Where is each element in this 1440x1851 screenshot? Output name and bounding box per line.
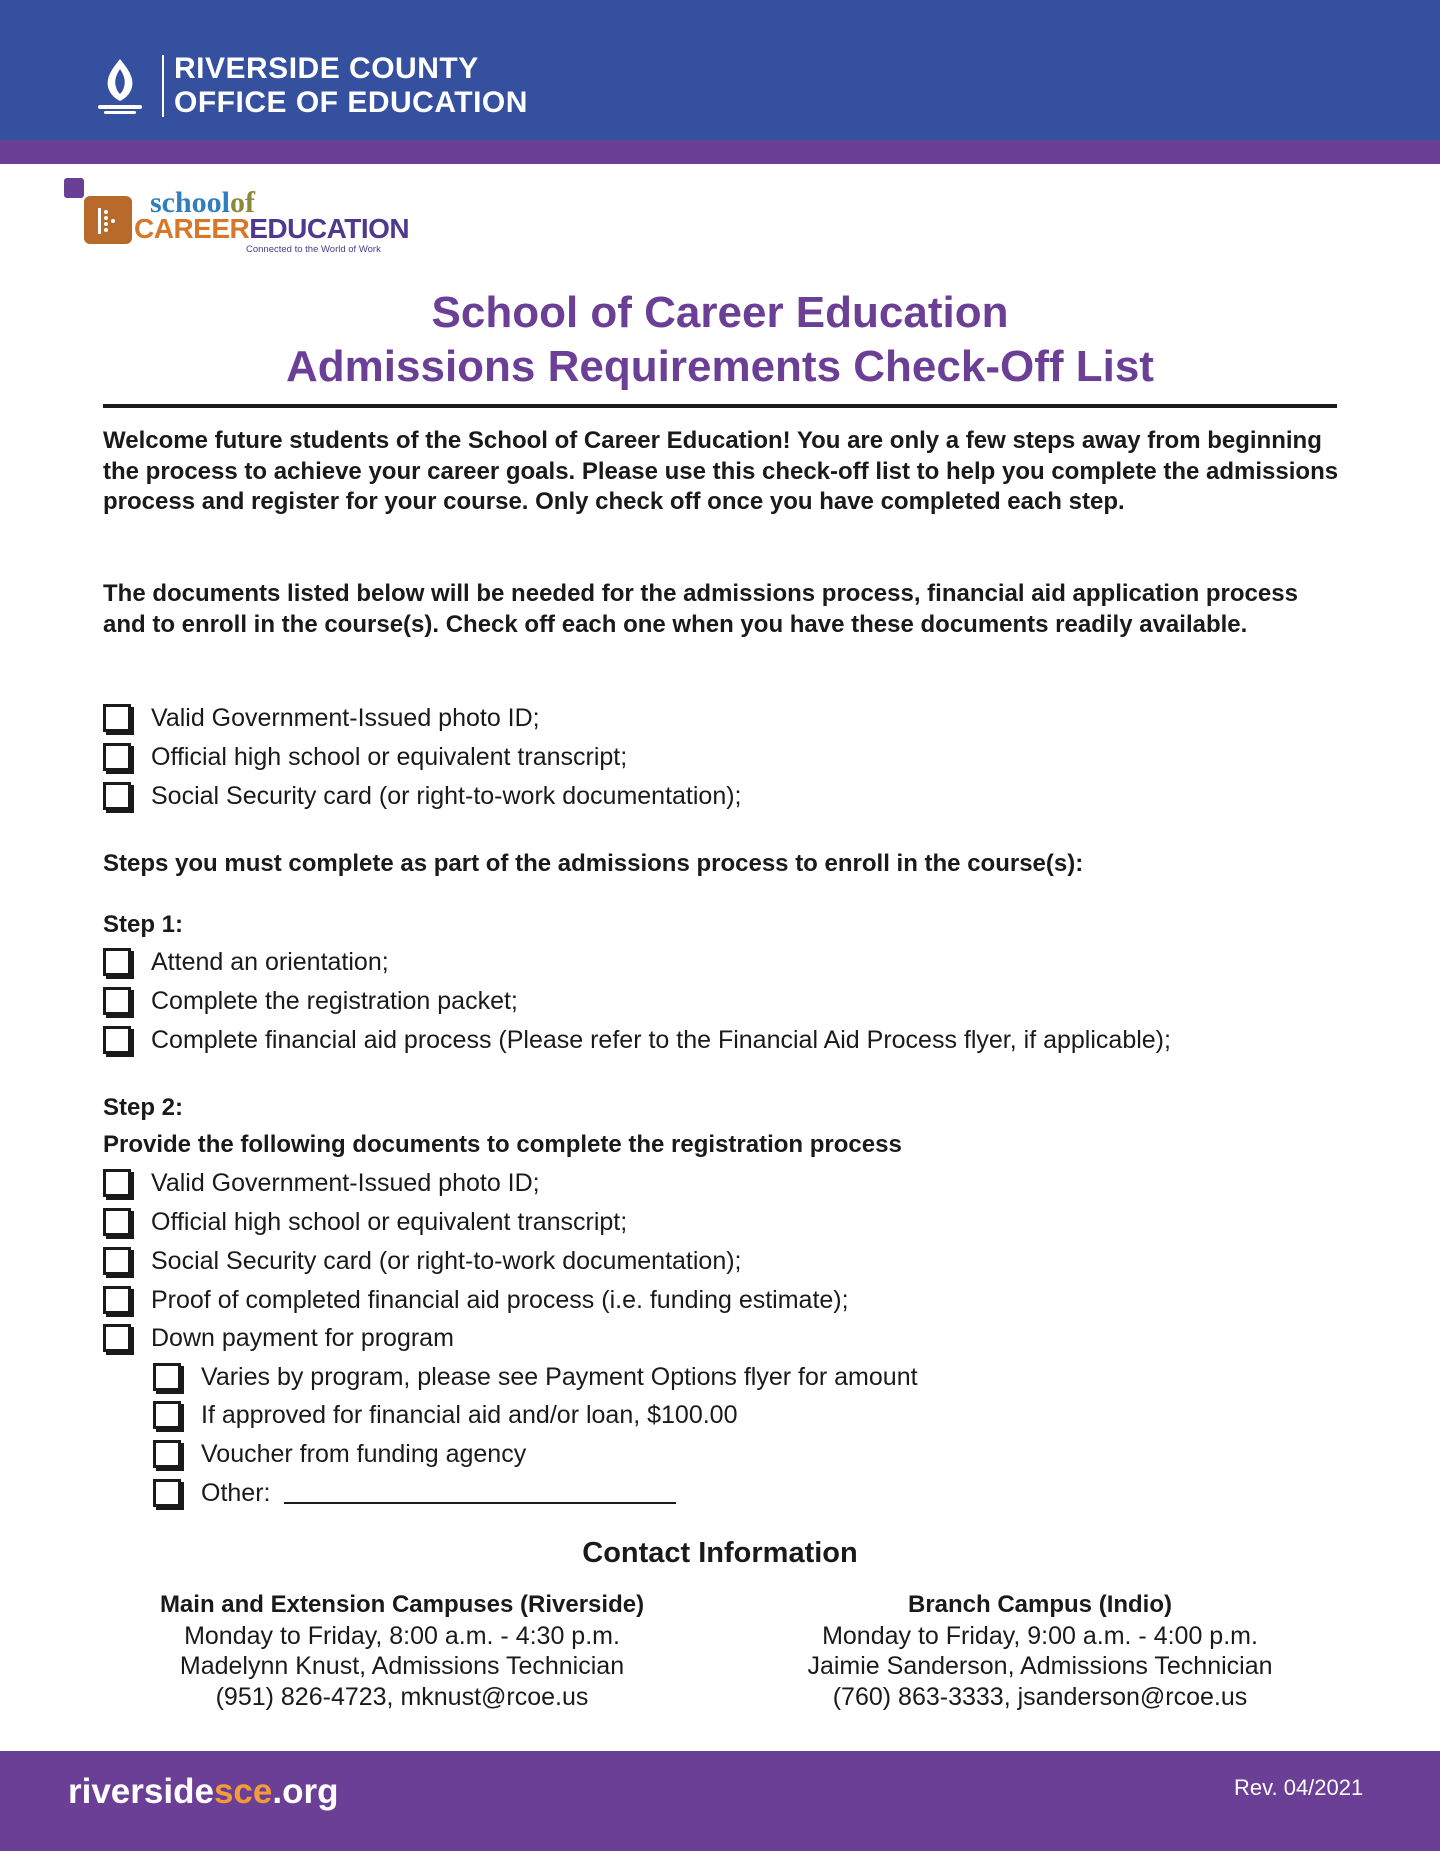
campus-hours: Monday to Friday, 9:00 a.m. - 4:00 p.m. <box>822 1621 1258 1650</box>
document-checklist-item: Valid Government-Issued photo ID; <box>103 703 540 733</box>
checkbox[interactable] <box>103 1026 131 1054</box>
checkbox[interactable] <box>103 782 131 810</box>
logo-school-text: schoolof <box>150 186 256 219</box>
header-stripe <box>0 140 1440 164</box>
rcoe-logo <box>92 52 528 120</box>
campus-hours: Monday to Friday, 8:00 a.m. - 4:30 p.m. <box>184 1621 620 1650</box>
contact-title: Contact Information <box>582 1537 858 1569</box>
step2-checklist-item: Down payment for program <box>103 1323 454 1353</box>
intro-paragraph: Welcome future students of the School of Career Education! You are only a few steps away from beginning the process to achieve your career goals. Please use this check-off list to help you complete the admissions process and register for your course. Only check off once you have completed each step. <box>103 427 1339 515</box>
logo-square-small <box>64 178 84 198</box>
payment-option-other: Other: <box>153 1478 676 1508</box>
payment-option-item: Voucher from funding agency <box>153 1439 526 1469</box>
logo-tagline: Connected to the World of Work <box>246 244 381 255</box>
other-fill-in-line[interactable] <box>284 1502 676 1504</box>
documents-paragraph: The documents listed below will be needed for the admissions process, financial aid application process and to enroll in the course(s). Check off each one when you have these documents readily available. <box>103 580 1298 638</box>
checkbox[interactable] <box>103 1324 131 1352</box>
campus-name: Main and Extension Campuses (Riverside) <box>159 1591 645 1618</box>
checkbox[interactable] <box>153 1401 181 1429</box>
school-of-career-education-logo <box>64 176 424 256</box>
logo-career-education-text: CAREEREDUCATION <box>134 213 410 244</box>
title-divider <box>103 404 1337 408</box>
step2-label: Step 2: <box>103 1094 184 1121</box>
checkbox[interactable] <box>103 704 131 732</box>
main-campus-contact <box>92 1590 712 1712</box>
torch-icon <box>92 55 148 117</box>
step2-checklist-item: Social Security card (or right-to-work documentation); <box>103 1246 742 1276</box>
step1-checklist-item: Attend an orientation; <box>103 947 389 977</box>
campus-contact-person: Jaimie Sanderson, Admissions Technician <box>807 1652 1273 1680</box>
step2-checklist-item: Proof of completed financial aid process (i.e. funding estimate); <box>103 1285 849 1315</box>
document-checklist-item: Official high school or equivalent transcript; <box>103 742 627 772</box>
step1-checklist-item: Complete financial aid process (Please refer to the Financial Aid Process flyer, if applicable); <box>103 1025 1171 1055</box>
logo-divider <box>162 55 164 117</box>
payment-option-item: If approved for financial aid and/or loan, $100.00 <box>153 1400 738 1430</box>
payment-option-item: Varies by program, please see Payment Options flyer for amount <box>153 1362 918 1392</box>
page-title-line1: School of Career Education <box>431 288 1009 337</box>
website-link[interactable]: riversidesce.org <box>68 1772 339 1811</box>
page-title-line2: Admissions Requirements Check-Off List <box>286 342 1154 391</box>
checkbox[interactable] <box>103 1286 131 1314</box>
step2-checklist-item: Valid Government-Issued photo ID; <box>103 1168 540 1198</box>
steps-heading: Steps you must complete as part of the admissions process to enroll in the course(s): <box>103 850 1084 877</box>
step1-checklist-item: Complete the registration packet; <box>103 986 518 1016</box>
campus-name: Branch Campus (Indio) <box>907 1591 1172 1618</box>
revision-date: Rev. 04/2021 <box>1234 1775 1364 1800</box>
dots-icon <box>96 206 120 236</box>
step2-subheading: Provide the following documents to complete the registration process <box>103 1131 902 1158</box>
checkbox[interactable] <box>153 1363 181 1391</box>
checkbox[interactable] <box>103 1169 131 1197</box>
checkbox[interactable] <box>103 948 131 976</box>
step1-label: Step 1: <box>103 911 184 938</box>
campus-phone-email: (951) 826-4723, mknust@rcoe.us <box>215 1682 589 1711</box>
campus-phone-email: (760) 863-3333, jsanderson@rcoe.us <box>832 1682 1248 1711</box>
org-name: RIVERSIDE COUNTY OFFICE OF EDUCATION <box>174 52 528 119</box>
checkbox[interactable] <box>103 1208 131 1236</box>
document-checklist-item: Social Security card (or right-to-work documentation); <box>103 781 742 811</box>
checkbox[interactable] <box>103 743 131 771</box>
checkbox[interactable] <box>103 987 131 1015</box>
campus-contact-person: Madelynn Knust, Admissions Technician <box>179 1652 625 1680</box>
step2-checklist-item: Official high school or equivalent transcript; <box>103 1207 627 1237</box>
checkbox[interactable] <box>103 1247 131 1275</box>
checkbox[interactable] <box>153 1440 181 1468</box>
branch-campus-contact <box>730 1590 1350 1712</box>
checkbox[interactable] <box>153 1479 181 1507</box>
